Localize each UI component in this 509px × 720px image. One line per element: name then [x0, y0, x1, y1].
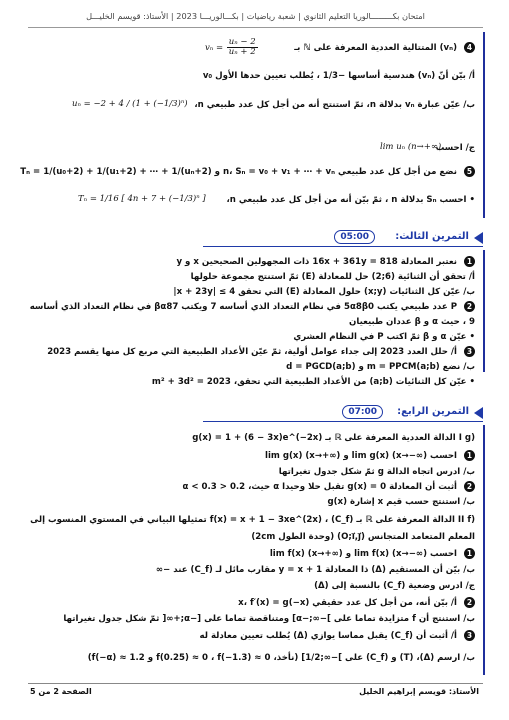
ex3-q3-b: ب/ نضع m = PPCM(a;b) و d = PGCD(a;b): [286, 362, 475, 372]
footer-teacher: الأستاذ: قويسم إبراهيم الخليل: [359, 687, 479, 696]
ex4-I-2b: ب/ استنتج حسب قيم x إشارة g(x): [327, 497, 475, 507]
ex3-q1: 1 نعتبر المعادلة 16x + 361y = 818 ذات المجهولين الصحيحين x و y: [40, 256, 475, 268]
footer-page-number: الصفحة 2 من 5: [30, 687, 92, 696]
ex4-I-2: 2 أثبت أن المعادلة g(x) = 0 تقبل حلا وحيدا α حيث، 0.2 < α < 0.3: [40, 481, 475, 493]
ex4-II-3b: ب/ ارسم (Δ)، (T) و (C_f) على ]−∞;1/2] (نأخذ، f(0.25) ≈ 0 ، f(−1.3) ≈ 0 و f(−α) ≈ 1.2): [87, 653, 475, 663]
q3-number: 3: [464, 630, 475, 641]
header-divider: [28, 27, 483, 28]
q1-number: 1: [464, 548, 475, 559]
ex4-II-2b: ب/ استنتج أن f متزايدة تماما على ]−∞;−α] ومتناقصة تماما على [−α;+∞[ ثمّ شكل جدول تغيراتها: [63, 614, 475, 624]
ex4-part-II: (II f الدالة المعرفة على ℝ بـ f(x) = x + 1 − 3xe^(2x) ، (C_f) تمثيلها البياني في المستوي المنسوب إلى: [30, 515, 475, 525]
q4-title: المتتالية العددية المعرفة على ℕ بـ: [294, 43, 437, 53]
ex4-II-1c: ج/ ادرس وضعية (C_f) بالنسبة إلى (Δ): [314, 581, 475, 591]
ex3-title: التمرين الثالث:: [395, 231, 469, 242]
ex4-II-1b: ب/ بيّن أن المستقيم (Δ) ذا المعادلة y = x + 1 مقارب مائل لـ (C_f) عند −∞: [155, 565, 475, 575]
q1-number: 1: [464, 256, 475, 267]
ex4-II-b: المعلم المتعامد المتجانس (O;i⃗,j⃗) (وحدة الطول 2cm): [251, 532, 475, 542]
ex4-II-2: 2 أ/ بيّن أنه، من أجل كل عدد حقيقي x، f′(x) = g(−x): [40, 597, 475, 609]
ex3-q2-b: 9 ، حيث α و β عددان طبيعيان: [349, 317, 475, 327]
ex4-banner: [200, 404, 483, 422]
ex4-II-3: 3 أ/ أثبت أن (C_f) يقبل مماسا يوازي (Δ) يُطلب تعيين معادلة له: [40, 630, 475, 642]
q4-part-a: أ/ بيّن أنّ (vₙ) هندسية أساسها −1/3 ، يُطلب تعيين حدها الأول v₀: [202, 71, 475, 81]
ex4-time-badge: 07:00: [342, 405, 383, 419]
q4-number: 4: [464, 42, 475, 53]
ex3-banner: [200, 229, 483, 247]
section-bar: [483, 250, 485, 372]
q2-number: 2: [464, 597, 475, 608]
ex3-time-badge: 05:00: [334, 230, 375, 244]
page-header: امتحان بكـــــــــالوريا التعليم الثانوي | شعبة رياضيات | بكـــالوريـــا 2023 | الأستاذ: قويسم الخليـــل: [86, 11, 425, 21]
t-formula: Tₙ = 1/16 [ 4n + 7 + (−1/3)ⁿ ]: [78, 194, 206, 204]
ex3-q2-c: • عيّن α و β ثمّ اكتب P في النظام العشري: [293, 332, 475, 342]
triangle-icon: [474, 232, 483, 244]
q4-line: 4 (vₙ) المتتالية العددية المعرفة على ℕ بـ: [40, 42, 475, 54]
ex3-q1-b: ب/ عيّن كل الثنائيات (x;y) حلول المعادلة (E) التي تحقق 4 ≥ |x + 23y|: [173, 287, 475, 297]
ex4-title: التمرين الرابع:: [397, 406, 469, 417]
ex3-q3-c: • عيّن كل الثنائيات (a;b) من الأعداد الطبيعية التي تحقق، m² + 3d² = 2023: [151, 377, 475, 387]
v-definition: vₙ = $\frac{\text{uₙ − 2}}{\text{uₙ + 2}}$: [205, 37, 256, 57]
triangle-icon: [474, 407, 483, 419]
q4-part-b: ب/ عيّن عبارة vₙ بدلالة n، ثمّ استنتج أنه من أجل كل عدد طبيعي n،: [194, 100, 475, 110]
section-bar: [483, 32, 485, 218]
ex4-I-1: 1 احسب lim g(x) (x→−∞) و lim g(x) (x→+∞): [40, 450, 475, 462]
section-bar: [483, 425, 485, 675]
u-limit: lim uₙ (n→+∞): [380, 142, 442, 152]
ex4-I-1b: ب/ ادرس اتجاه الدالة g ثمّ شكل جدول تغيراتها: [278, 467, 475, 477]
q1-number: 1: [464, 450, 475, 461]
ex3-q3: 3 أ/ حلل العدد 2023 إلى جداء عوامل أولية، ثمّ عيّن الأعداد الطبيعية التي مربع كل منها يقسم 2023: [40, 346, 475, 358]
ex3-q1-a: أ/ تحقق أن الثنائية (6;2) حل للمعادلة (E) ثمّ استنتج مجموعة حلولها: [190, 272, 475, 282]
q4-part-c: ج/ احسب: [435, 143, 475, 153]
u-formula: uₙ = −2 + 4 / (1 + (−1/3)ⁿ): [72, 99, 188, 109]
ex4-part-I: (I g الدالة العددية المعرفة على ℝ بـ g(x) = 1 + (6 − 3x)e^(−2x): [192, 433, 475, 443]
q2-number: 2: [464, 301, 475, 312]
footer-divider: [28, 683, 483, 684]
q5-line: 5 نضع من أجل كل عدد طبيعي n، Sₙ = v₀ + v₁ + ⋯ + vₙ و Tₙ = 1/(u₀+2) + 1/(u₁+2) + ⋯ + 1/(uₙ+2): [40, 166, 475, 178]
ex4-II-1: 1 احسب lim f(x) (x→−∞) و lim f(x) (x→+∞): [40, 548, 475, 560]
q5-part-b: • احسب Sₙ بدلالة n ، ثمّ بيّن أنه من أجل كل عدد طبيعي n،: [226, 195, 475, 205]
q3-number: 3: [464, 346, 475, 357]
ex3-q2: 2 P عدد طبيعي يكتب 5α8β0 في نظام التعداد الذي أساسه 7 ويكتب βα87 في نظام التعداد الذي أساسه: [40, 301, 475, 313]
q5-number: 5: [464, 166, 475, 177]
q2-number: 2: [464, 481, 475, 492]
